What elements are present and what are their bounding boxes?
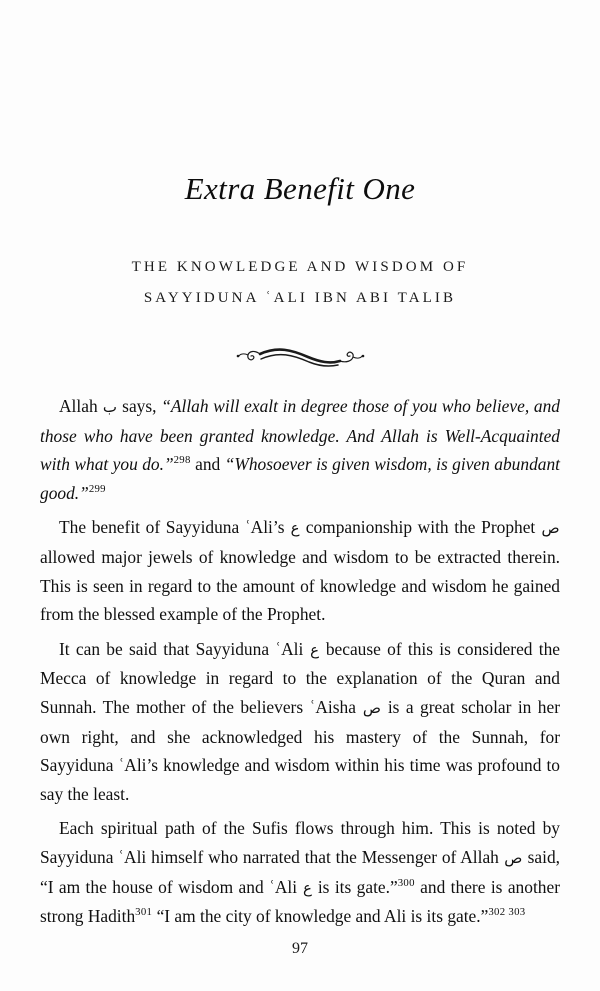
page-title: Extra Benefit One bbox=[184, 171, 416, 206]
p1-quote-1: “Allah will exalt in degree those of you who believe, and those who have been granted knowledge. And Allah is Well-Acquainted with what you do.” bbox=[40, 396, 560, 475]
honorific-radiyallahu-anhu-icon: ع bbox=[302, 878, 312, 897]
p3-part-1: It can be said that Sayyiduna ʿAli bbox=[59, 638, 310, 659]
p1-quote-2: “Whosoever is given wisdom, is given abundant good.” bbox=[40, 454, 560, 503]
honorific-jalla-jalaluhu-icon: ب bbox=[102, 398, 117, 416]
footnote-marker-299: 299 bbox=[88, 482, 106, 495]
paragraph-3 bbox=[40, 635, 560, 809]
title-block bbox=[0, 172, 600, 206]
p4-part-1: Each spiritual path of the Sufis flows through him. This is noted by Sayyiduna ʿAli himself who narrated that the Messenger of Allah bbox=[40, 818, 560, 867]
footnote-marker-302-303: 302 303 bbox=[488, 906, 526, 919]
p2-part-1: The benefit of Sayyiduna ʿAli’s bbox=[59, 517, 291, 538]
footnote-marker-301: 301 bbox=[135, 906, 153, 919]
page-number: 97 bbox=[292, 940, 308, 957]
subtitle-block bbox=[0, 252, 600, 314]
p2-part-2: companionship with the Prophet bbox=[300, 517, 541, 538]
p1-connector: and bbox=[190, 454, 225, 475]
p4-part-3: is its gate.” bbox=[312, 876, 398, 897]
p4-part-2: said, “I am the house of wisdom and ʿAli bbox=[40, 846, 560, 897]
footnote-marker-298: 298 bbox=[173, 454, 191, 467]
p4-part-5: “I am the city of knowledge and Ali is its gate.” bbox=[152, 906, 489, 927]
paragraph-4 bbox=[40, 814, 560, 930]
p1-lead: Allah bbox=[59, 396, 103, 416]
p1-after-honorific: says, bbox=[117, 396, 162, 416]
p4-part-4: and there is another strong Hadith bbox=[40, 876, 560, 927]
paragraph-1 bbox=[40, 392, 560, 507]
honorific-radiyallahu-anhu-icon: ع bbox=[310, 640, 320, 659]
flourish-divider-icon bbox=[230, 340, 370, 374]
paragraph-2 bbox=[40, 513, 560, 628]
p3-part-3: is a great scholar in her own right, and she acknowledged his mastery of the Sunnah, for Sayyiduna ʿAli’s knowledge and wisdom within his time was profound to say the least. bbox=[40, 696, 560, 804]
honorific-sallallahu-alayhi-wasallam-icon: ص bbox=[504, 848, 523, 867]
honorific-radiyallahu-anha-icon: ص bbox=[362, 698, 381, 717]
honorific-sallallahu-alayhi-wasallam-icon: ص bbox=[541, 519, 560, 538]
subtitle-line-1: THE KNOWLEDGE AND WISDOM OF bbox=[131, 259, 469, 275]
honorific-radiyallahu-anhu-icon: ع bbox=[290, 519, 300, 538]
body-text bbox=[40, 392, 560, 931]
subtitle-line-2: SAYYIDUNA ʿALI IBN ABI TALIB bbox=[143, 289, 457, 306]
footnote-marker-300: 300 bbox=[397, 876, 415, 889]
p3-part-2: because of this is considered the Mecca of knowledge in regard to the explanation of the Quran and Sunnah. The mother of the believers ʿAisha bbox=[40, 638, 560, 717]
p2-part-3: allowed major jewels of knowledge and wisdom to be extracted therein. This is seen in regard to the amount of knowledge and wisdom he gained from the blessed example of the Prophet. bbox=[40, 546, 560, 625]
